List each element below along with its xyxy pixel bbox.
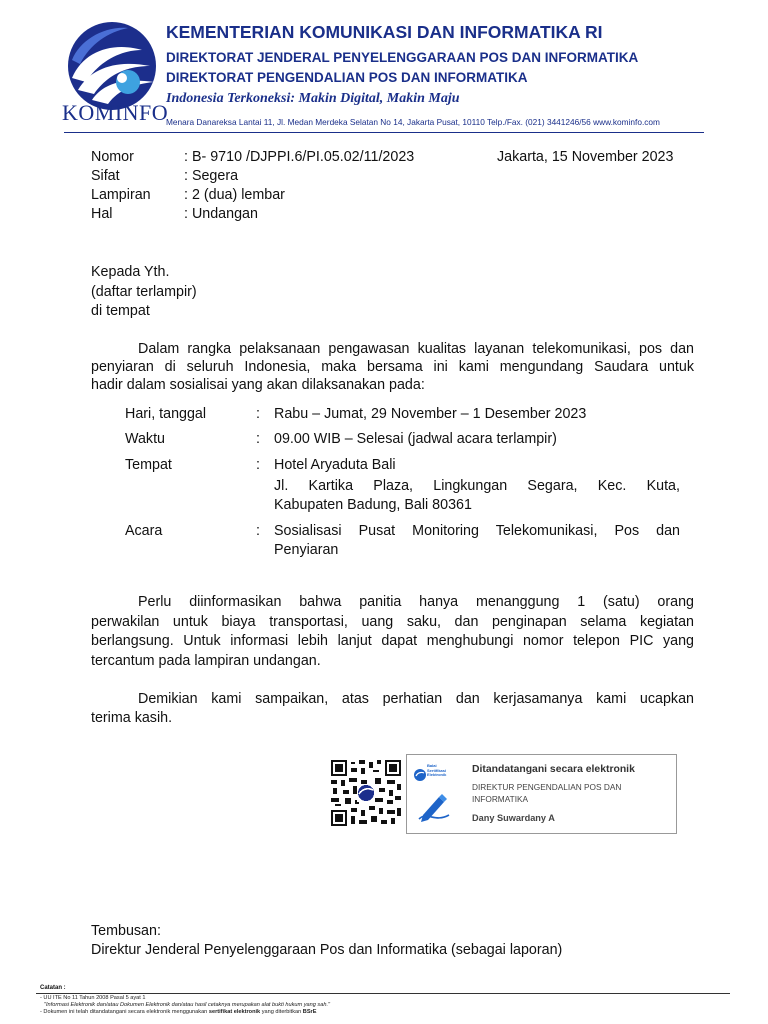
closing-line-1: Demikian kami sampaikan, atas perhatian dan kerjasamanya kami ucapkan — [138, 691, 694, 707]
signer-name: Dany Suwardany A — [472, 813, 555, 823]
note-line-4: tercantum pada lampiran undangan. — [91, 653, 321, 669]
event-place-line-3: Kabupaten Badung, Bali 80361 — [274, 497, 472, 513]
event-place-label: Tempat — [125, 457, 172, 473]
footer-divider — [36, 993, 730, 994]
letter-date: Jakarta, 15 November 2023 — [497, 149, 674, 165]
cc-recipient: Direktur Jenderal Penyelenggaraan Pos dan Informatika (sebagai laporan) — [91, 942, 563, 958]
event-day-colon: : — [256, 406, 260, 422]
event-time-value: 09.00 WIB – Selesai (jadwal acara terlampir) — [274, 431, 557, 447]
event-agenda-line-1: Sosialisasi Pusat Monitoring Telekomunikasi, Pos dan — [274, 523, 680, 539]
note-line-1: Perlu diinformasikan bahwa panitia hanya menanggung 1 (satu) orang — [138, 594, 694, 610]
meta-label-nature: Sifat — [91, 168, 120, 184]
event-time-colon: : — [256, 431, 260, 447]
signature-title: Ditandatangani secara elektronik — [472, 764, 635, 775]
footer-law-reference: - UU ITE No 11 Tahun 2008 Pasal 5 ayat 1 — [40, 995, 146, 1001]
electronic-signature-box — [406, 754, 677, 834]
bsre-logo-text: Balai Sertifikasi Elektronik — [427, 763, 447, 778]
intro-line-2: penyiaran di seluruh Indonesia, maka bersama ini kami mengundang Saudara untuk — [91, 359, 694, 375]
footer-esign-text: - Dokumen ini telah ditandatangani secara elektronik menggunakan — [40, 1009, 209, 1015]
closing-line-2: terima kasih. — [91, 710, 173, 726]
footer-note-label: Catatan : — [40, 985, 66, 991]
intro-line-1: Dalam rangka pelaksanaan pengawasan kualitas layanan telekomunikasi, pos dan — [138, 341, 694, 357]
ministry-name: KEMENTERIAN KOMUNIKASI DAN INFORMATIKA RI — [166, 22, 603, 42]
logo-wordmark: KOMINFO — [62, 100, 169, 125]
footer-esign-certificate: sertifikat elektronik — [208, 1009, 261, 1015]
note-line-2: perwakilan untuk biaya transportasi, uang saku, dan penginapan selama kegiatan — [91, 614, 694, 630]
note-line-3: berlangsung. Untuk informasi lebih lanjut dapat menghubungi nomor telepon PIC yang — [91, 633, 694, 649]
intro-line-3: hadir dalam sosialisai yang akan dilaksanakan pada: — [91, 377, 425, 393]
event-place-line-1: Hotel Aryaduta Bali — [274, 457, 396, 473]
recipient-line-3: di tempat — [91, 303, 150, 319]
directorate-name: DIREKTORAT PENGENDALIAN POS DAN INFORMATIKA — [166, 70, 528, 85]
footer-law-quote: "Informasi Elektronik dan/atau Dokumen Elektronik dan/atau hasil cetaknya merupakan alat bukti hukum yang sah." — [44, 1002, 330, 1008]
meta-label-number: Nomor — [91, 149, 134, 165]
pen-signature-icon — [417, 789, 451, 823]
directorate-general-name: DIREKTORAT JENDERAL PENYELENGGARAAN POS DAN INFORMATIKA — [166, 50, 639, 65]
recipient-line-1: Kepada Yth. — [91, 264, 170, 280]
cc-label: Tembusan: — [91, 923, 161, 939]
event-agenda-line-2: Penyiaran — [274, 542, 339, 558]
meta-value-number: : B- 9710 /DJPPI.6/PI.05.02/11/2023 — [184, 149, 415, 165]
meta-value-nature: : Segera — [184, 168, 239, 184]
footer-esign-issuer: BSrE — [302, 1009, 317, 1015]
meta-value-attachment: : 2 (dua) lembar — [184, 187, 285, 203]
event-place-colon: : — [256, 457, 260, 473]
signer-role: DIREKTUR PENGENDALIAN POS DAN INFORMATIKA — [472, 782, 622, 804]
event-time-label: Waktu — [125, 431, 165, 447]
meta-label-attachment: Lampiran — [91, 187, 151, 203]
meta-label-subject: Hal — [91, 206, 113, 222]
event-agenda-colon: : — [256, 523, 260, 539]
event-place-line-2: Jl. Kartika Plaza, Lingkungan Segara, Kec. Kuta, — [274, 478, 680, 494]
event-day-label: Hari, tanggal — [125, 406, 207, 422]
qr-code-icon[interactable] — [331, 760, 401, 826]
meta-value-subject: : Undangan — [184, 206, 258, 222]
footer-esign-statement — [40, 1009, 316, 1015]
recipient-line-2: (daftar terlampir) — [91, 284, 197, 300]
event-agenda-label: Acara — [125, 523, 163, 539]
tagline: Indonesia Terkoneksi: Makin Digital, Makin Maju — [166, 91, 460, 106]
footer-esign-issuer-text: yang diterbitkan — [260, 1009, 303, 1015]
office-address: Menara Danareksa Lantai 11, Jl. Medan Merdeka Selatan No 14, Jakarta Pusat, 10110 Telp./Fax. (021) 3441246/56 www.kominfo.com — [166, 117, 660, 127]
event-day-value: Rabu – Jumat, 29 November – 1 Desember 2023 — [274, 406, 587, 422]
letterhead-divider — [64, 132, 704, 133]
